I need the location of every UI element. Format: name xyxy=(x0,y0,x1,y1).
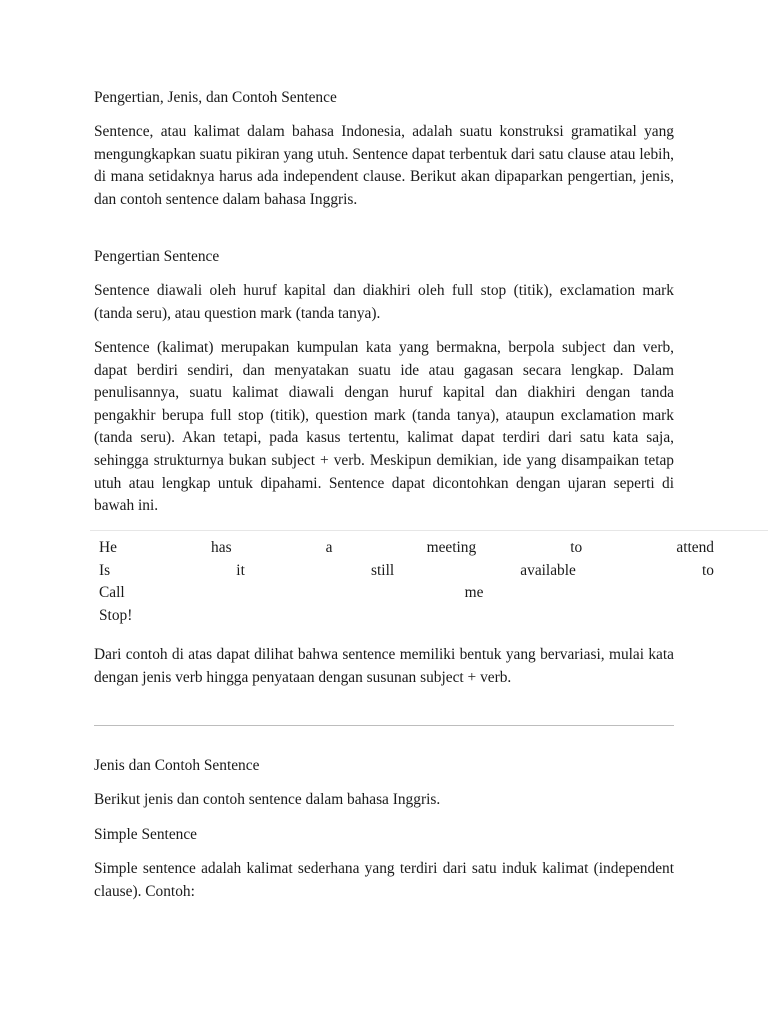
examples-table xyxy=(90,530,768,627)
pengertian-paragraph-3: Dari contoh di atas dapat dilihat bahwa sentence memiliki bentuk yang bervariasi, mulai kata dengan jenis verb hingga penyataan dengan susunan subject + verb. xyxy=(94,646,674,686)
example-word: a xyxy=(325,539,333,556)
pengertian-paragraph-1: Sentence diawali oleh huruf kapital dan diakhiri oleh full stop (titik), exclamation mark (tanda seru), atau question mark (tanda tanya). xyxy=(94,282,674,322)
section-heading-jenis: Jenis dan Contoh Sentence xyxy=(94,757,260,774)
subheading-simple-sentence: Simple Sentence xyxy=(94,826,198,843)
example-word: me xyxy=(464,584,484,602)
example-word: to xyxy=(702,561,714,579)
example-word: still xyxy=(371,561,395,579)
intro-paragraph: Sentence, atau kalimat dalam bahasa Indonesia, adalah suatu konstruksi gramatikal yang mengungkapkan suatu pikiran yang utuh. Sentence dapat terbentuk dari satu clause atau lebih, di mana setidaknya harus ada independent clause. Berikut akan dipaparkan pengertian, jenis, dan contoh sentence dalam bahasa Inggris. xyxy=(94,123,674,208)
jenis-paragraph-1: Berikut jenis dan contoh sentence dalam bahasa Inggris. xyxy=(94,791,441,808)
horizontal-divider xyxy=(94,725,674,726)
example-word: meeting xyxy=(426,539,477,556)
example-word: it xyxy=(236,561,245,579)
example-word: Call xyxy=(99,584,125,602)
section-heading-pengertian: Pengertian Sentence xyxy=(94,248,220,265)
example-row xyxy=(90,582,768,605)
example-word: available xyxy=(520,561,576,579)
example-word: to xyxy=(570,539,583,556)
simple-sentence-paragraph: Simple sentence adalah kalimat sederhana yang terdiri dari satu induk kalimat (independent clause). Contoh: xyxy=(94,860,674,900)
example-word: has xyxy=(211,539,232,556)
example-row xyxy=(90,605,768,628)
example-word: He xyxy=(99,539,117,556)
pengertian-paragraph-2: Sentence (kalimat) merupakan kumpulan kata yang bermakna, berpola subject dan verb, dapat berdiri sendiri, dan menyatakan suatu ide atau gagasan secara lengkap. Dalam penulisannya, suatu kalimat diawali dengan huruf kapital dan diakhiri dengan tanda pengakhir berupa full stop (titik), question mark (tanda tanya), ataupun exclamation mark (tanda seru). Akan tetapi, pada kasus tertentu, kalimat dapat terdiri dari satu kata saja, sehingga strukturnya bukan subject + verb. Meskipun demikian, ide yang disampaikan tetap utuh atau lengkap untuk dipahami. Sentence dapat dicontohkan dengan ujaran seperti di bawah ini. xyxy=(94,339,674,515)
example-word: Stop! xyxy=(99,606,133,624)
example-row xyxy=(90,537,768,560)
document-title: Pengertian, Jenis, dan Contoh Sentence xyxy=(94,89,337,106)
example-row xyxy=(90,560,768,583)
example-word: Is xyxy=(99,561,111,579)
example-word: attend xyxy=(676,539,714,556)
